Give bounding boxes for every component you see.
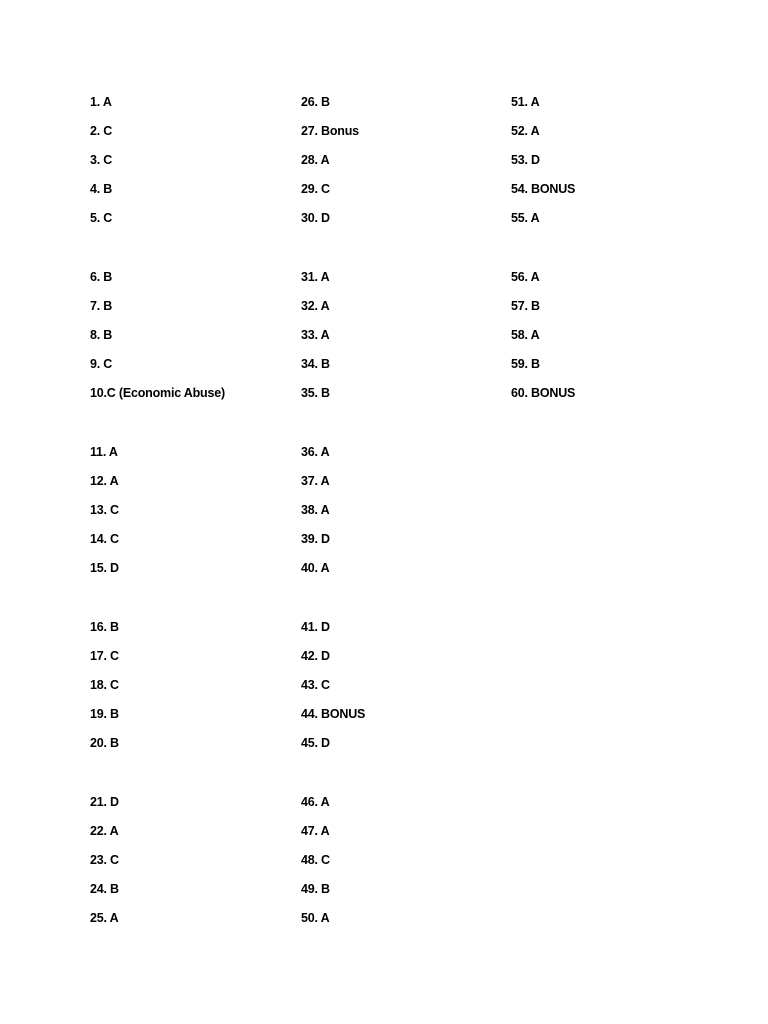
answer-44: 44. BONUS <box>301 707 366 721</box>
answer-9: 9. C <box>90 357 113 371</box>
answer-16: 16. B <box>90 620 119 634</box>
answer-41: 41. D <box>301 620 330 634</box>
answer-27: 27. Bonus <box>301 124 359 138</box>
answer-column-3 <box>511 88 721 438</box>
answer-52: 52. A <box>511 124 540 138</box>
answer-51: 51. A <box>511 95 540 109</box>
answer-32: 32. A <box>301 299 330 313</box>
answer-column-1 <box>90 88 300 963</box>
answer-19: 19. B <box>90 707 119 721</box>
answer-17: 17. C <box>90 649 119 663</box>
answer-28: 28. A <box>301 153 330 167</box>
answer-12: 12. A <box>90 474 119 488</box>
answer-13: 13. C <box>90 503 119 517</box>
answer-53: 53. D <box>511 153 540 167</box>
answer-45: 45. D <box>301 736 330 750</box>
answer-31: 31. A <box>301 270 330 284</box>
answer-group-16-20 <box>90 613 300 788</box>
answer-23: 23. C <box>90 853 119 867</box>
answer-40: 40. A <box>301 561 330 575</box>
answer-59: 59. B <box>511 357 540 371</box>
answer-6: 6. B <box>90 270 113 284</box>
answer-14: 14. C <box>90 532 119 546</box>
answer-37: 37. A <box>301 474 330 488</box>
answer-39: 39. D <box>301 532 330 546</box>
answer-42: 42. D <box>301 649 330 663</box>
answer-group-46-50 <box>301 788 511 963</box>
answer-33: 33. A <box>301 328 330 342</box>
answer-group-56-60 <box>511 263 721 438</box>
answer-57: 57. B <box>511 299 540 313</box>
answer-10: 10.C (Economic Abuse) <box>90 386 225 400</box>
answer-2: 2. C <box>90 124 113 138</box>
answer-11: 11. A <box>90 445 118 459</box>
answer-47: 47. A <box>301 824 330 838</box>
answer-4: 4. B <box>90 182 113 196</box>
answer-group-36-40 <box>301 438 511 613</box>
answer-55: 55. A <box>511 211 540 225</box>
answer-18: 18. C <box>90 678 119 692</box>
answer-8: 8. B <box>90 328 113 342</box>
answer-25: 25. A <box>90 911 119 925</box>
answer-7: 7. B <box>90 299 113 313</box>
answer-group-11-15 <box>90 438 300 613</box>
answer-58: 58. A <box>511 328 540 342</box>
answer-50: 50. A <box>301 911 330 925</box>
answer-35: 35. B <box>301 386 330 400</box>
answer-49: 49. B <box>301 882 330 896</box>
answer-group-1-5 <box>90 88 300 263</box>
answer-60: 60. BONUS <box>511 386 576 400</box>
answer-5: 5. C <box>90 211 113 225</box>
answer-36: 36. A <box>301 445 330 459</box>
answer-24: 24. B <box>90 882 119 896</box>
answer-group-6-10 <box>90 263 300 438</box>
answer-34: 34. B <box>301 357 330 371</box>
answer-group-41-45 <box>301 613 511 788</box>
answer-43: 43. C <box>301 678 330 692</box>
answer-column-2 <box>301 88 511 963</box>
answer-group-31-35 <box>301 263 511 438</box>
answer-46: 46. A <box>301 795 330 809</box>
answer-56: 56. A <box>511 270 540 284</box>
answer-21: 21. D <box>90 795 119 809</box>
answer-26: 26. B <box>301 95 330 109</box>
answer-29: 29. C <box>301 182 330 196</box>
answer-15: 15. D <box>90 561 119 575</box>
answer-38: 38. A <box>301 503 330 517</box>
answer-22: 22. A <box>90 824 119 838</box>
answer-54: 54. BONUS <box>511 182 576 196</box>
answer-20: 20. B <box>90 736 119 750</box>
answer-48: 48. C <box>301 853 330 867</box>
answer-group-21-25 <box>90 788 300 963</box>
answer-30: 30. D <box>301 211 330 225</box>
answer-3: 3. C <box>90 153 113 167</box>
answer-group-51-55 <box>511 88 721 263</box>
answer-1: 1. A <box>90 95 112 109</box>
answer-group-26-30 <box>301 88 511 263</box>
